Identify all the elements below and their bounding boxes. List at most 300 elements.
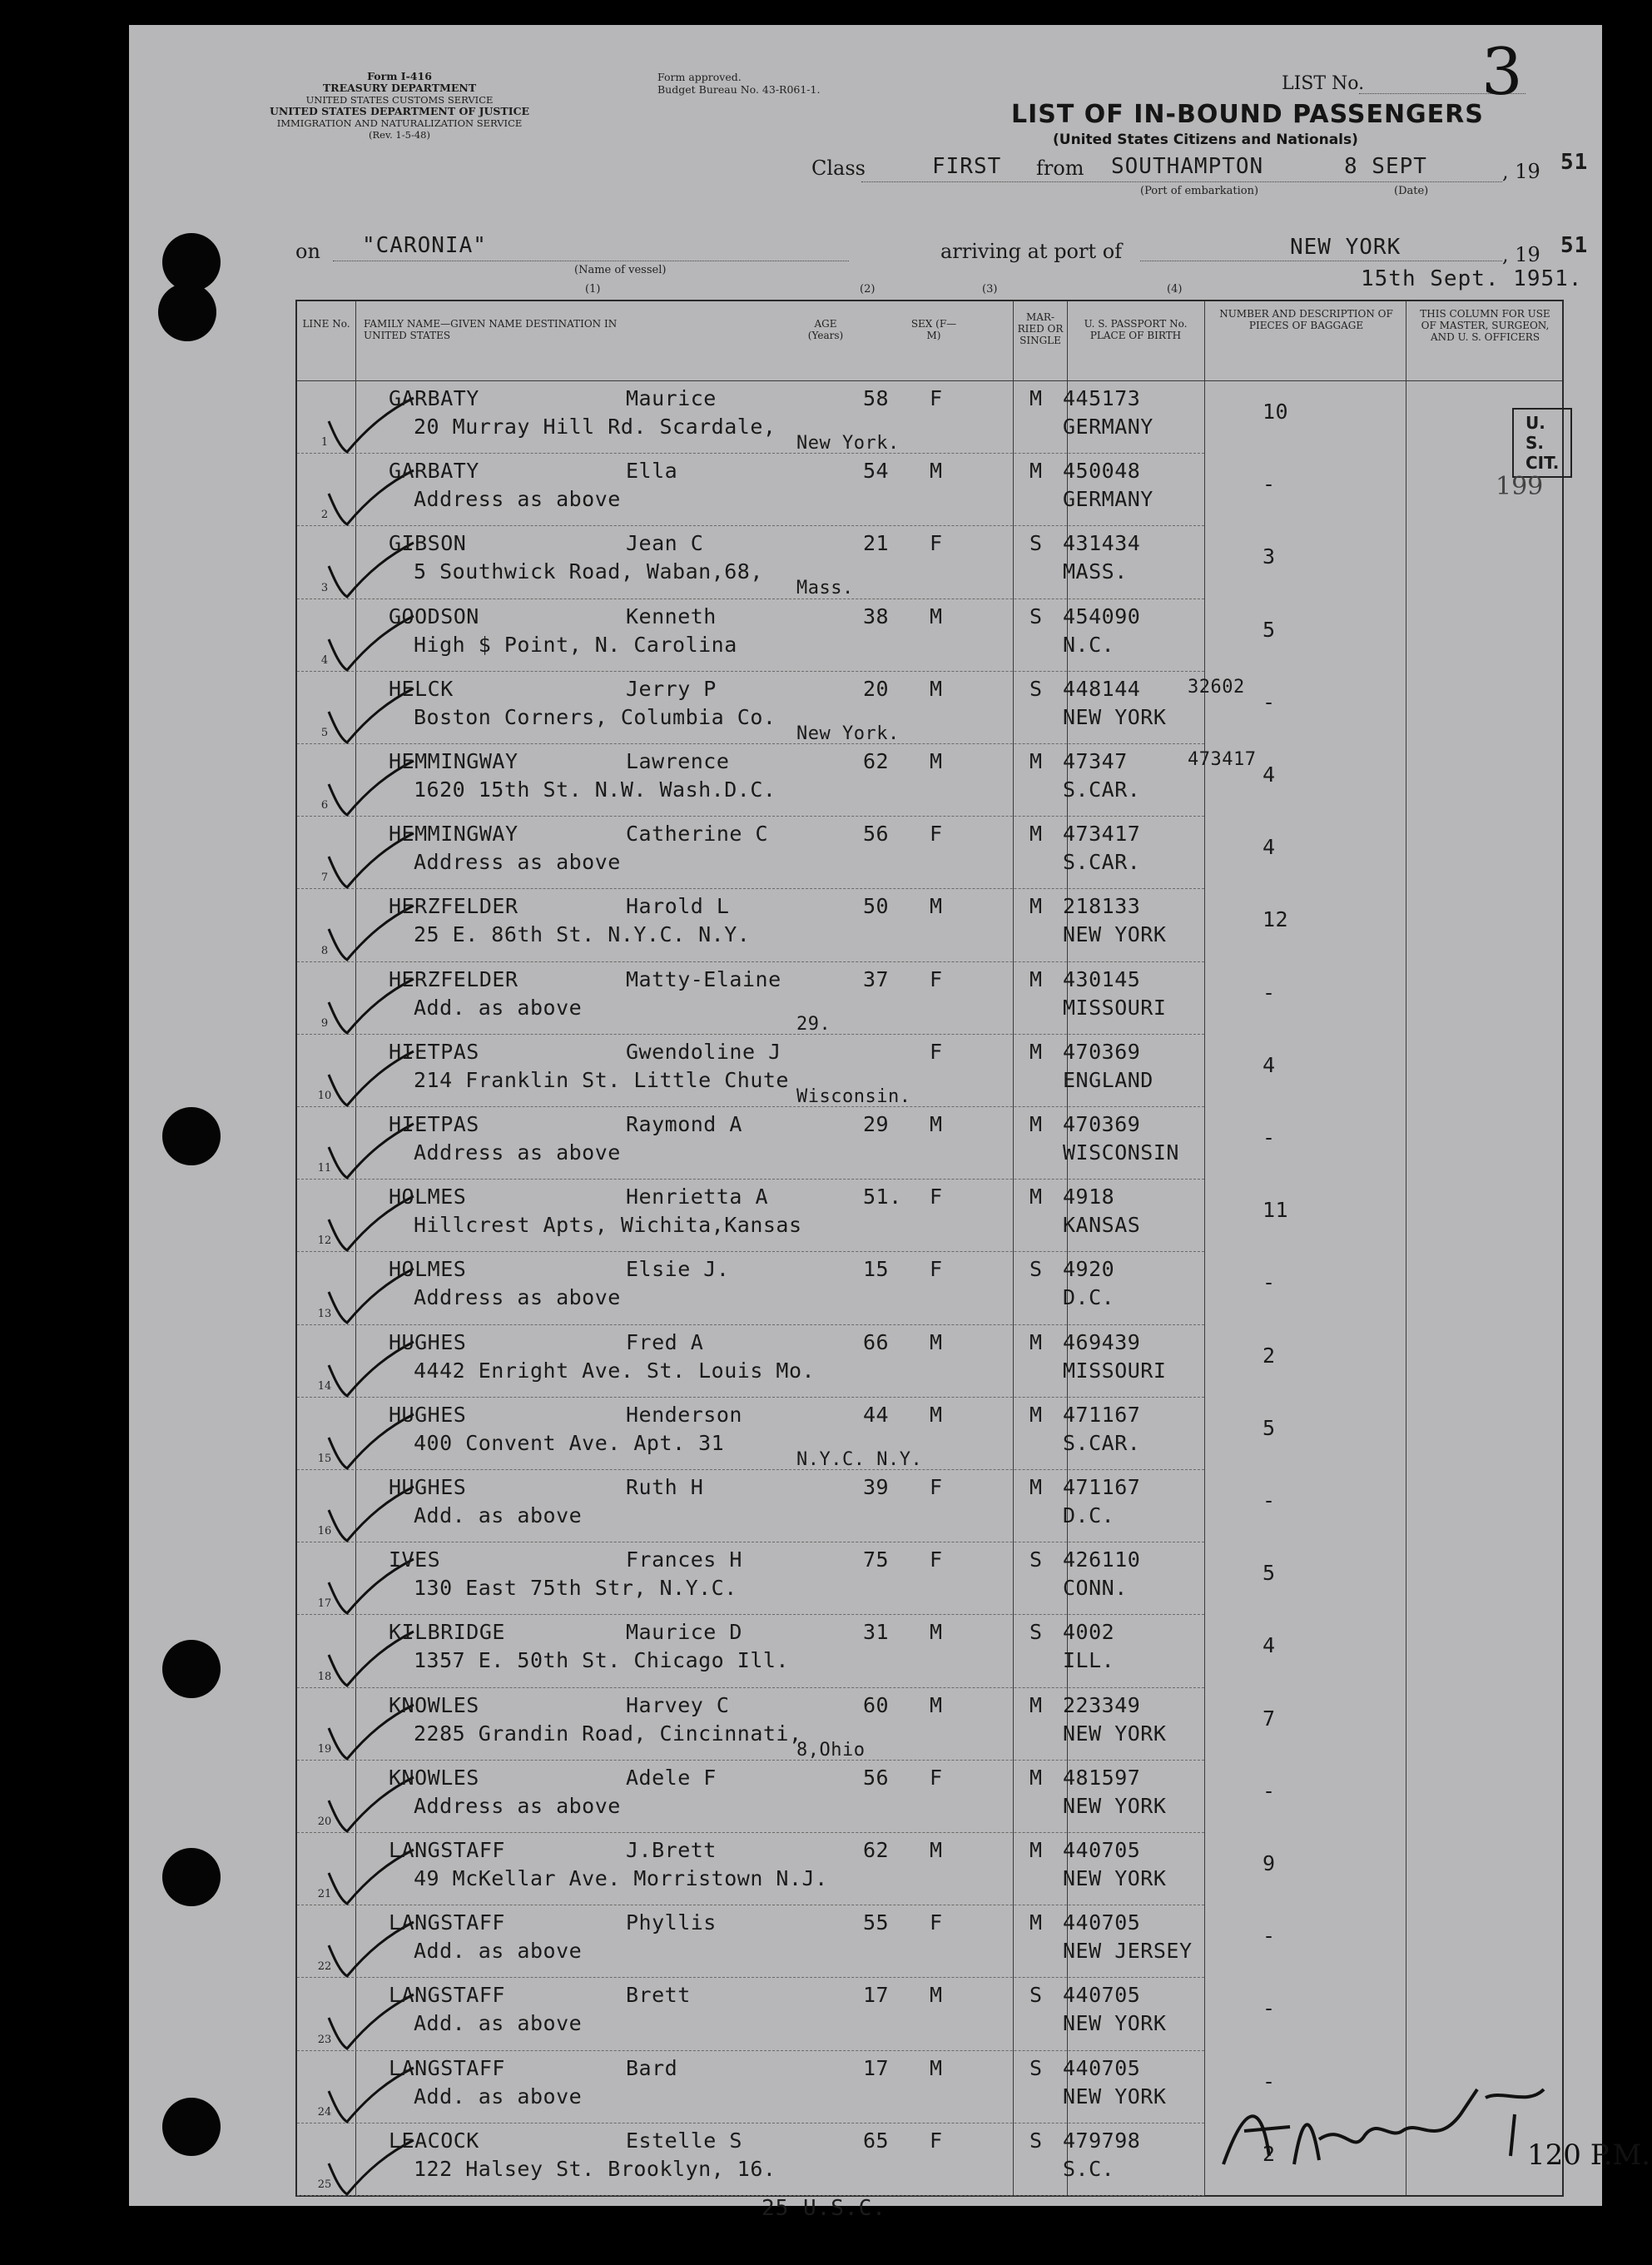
col-head-baggage: NUMBER AND DESCRIPTION OF PIECES OF BAGGAGE: [1219, 308, 1393, 331]
marital-status: M: [1029, 822, 1043, 847]
given-name: Catherine C: [626, 822, 769, 847]
marital-status: M: [1029, 749, 1043, 773]
form-approval: [657, 71, 820, 96]
binder-hole: [162, 1848, 221, 1906]
revision-label: (Rev. 1-5-48): [369, 129, 430, 141]
age-value: 39: [863, 1475, 890, 1499]
given-name: Maurice: [626, 386, 717, 410]
baggage-count: 4: [1263, 835, 1276, 860]
class-line: [861, 181, 1502, 182]
line-number: 2: [320, 509, 329, 522]
family-name: HERZFELDER: [389, 894, 518, 919]
destination-address: 4442 Enright Ave. St. Louis Mo.: [414, 1358, 816, 1383]
line-number: 1: [320, 436, 329, 450]
table-row: [297, 1905, 1562, 1978]
line-number: 21: [317, 1888, 332, 1901]
destination-address: Address as above: [414, 850, 621, 875]
marital-status: M: [1029, 1910, 1043, 1935]
page-title: LIST OF IN-BOUND PASSENGERS: [1011, 100, 1484, 129]
port-embark-caption: (Port of embarkation): [1140, 185, 1259, 197]
table-row: [297, 1761, 1562, 1833]
line-number: 9: [320, 1016, 329, 1030]
passport-number: 479798: [1063, 2128, 1141, 2153]
destination-address-2: New York.: [796, 433, 900, 454]
line-number: 18: [317, 1670, 332, 1683]
col-number-2: (2): [860, 283, 876, 296]
table-row: [297, 1398, 1562, 1470]
family-name: HUGHES: [389, 1402, 467, 1427]
family-name: HERZFELDER: [389, 966, 518, 991]
place-of-birth: GERMANY: [1063, 415, 1153, 439]
marital-status: M: [1029, 1838, 1043, 1862]
family-name: HUGHES: [389, 1329, 467, 1354]
col-head-name: FAMILY NAME—GIVEN NAME DESTINATION IN UNITED STATES: [364, 318, 618, 341]
age-value: 29: [863, 1112, 890, 1136]
baggage-count: 12: [1263, 907, 1289, 932]
passport-number: 430145: [1063, 966, 1141, 991]
col-head-line: LINE No.: [302, 318, 350, 330]
place-of-birth: S.C.: [1063, 2156, 1115, 2181]
sex-value: M: [930, 1838, 943, 1862]
line-number: 5: [320, 726, 329, 739]
year-1: 51: [1560, 150, 1589, 175]
total-count: 25 U.S.C.: [762, 2196, 886, 2221]
age-value: 17: [863, 1983, 890, 2008]
ins-label: IMMIGRATION AND NATURALIZATION SERVICE: [276, 117, 523, 129]
place-of-birth: NEW YORK: [1063, 922, 1167, 947]
destination-address: Hillcrest Apts, Wichita,Kansas: [414, 1213, 802, 1238]
baggage-count: -: [1263, 472, 1276, 497]
table-row: [297, 1833, 1562, 1905]
col-number-1: (1): [585, 283, 601, 296]
place-of-birth: KANSAS: [1063, 1213, 1141, 1238]
baggage-count: -: [1263, 2069, 1276, 2094]
table-row: [297, 599, 1562, 672]
given-name: Raymond A: [626, 1112, 742, 1136]
baggage-count: 7: [1263, 1706, 1276, 1731]
col-head-officers: THIS COLUMN FOR USE OF MASTER, SURGEON, AND U. S. OFFICERS: [1420, 308, 1550, 343]
line-number: 22: [317, 1960, 332, 1974]
bureau-label: Budget Bureau No. 43-R061-1.: [657, 83, 821, 96]
destination-address: 214 Franklin St. Little Chute: [414, 1067, 789, 1092]
sex-value: F: [930, 386, 943, 410]
line-number: 19: [317, 1742, 332, 1756]
class-value: FIRST: [932, 154, 1002, 179]
passport-number: 4002: [1063, 1620, 1115, 1645]
family-name: LANGSTAFF: [389, 1983, 505, 2008]
year-prefix-1: , 19: [1502, 160, 1540, 183]
given-name: Lawrence: [626, 749, 730, 773]
destination-address-2: 29.: [796, 1013, 831, 1035]
age-value: 17: [863, 2055, 890, 2080]
passport-number: 481597: [1063, 1765, 1141, 1790]
place-of-birth: NEW YORK: [1063, 704, 1167, 729]
age-value: 44: [863, 1402, 890, 1427]
age-value: 38: [863, 604, 890, 628]
marital-status: S: [1029, 531, 1043, 556]
passport-note: 32602: [1188, 676, 1245, 698]
sex-value: F: [930, 1910, 943, 1935]
line-number: 23: [317, 2033, 332, 2046]
sex-value: F: [930, 531, 943, 556]
sex-value: M: [930, 1112, 943, 1136]
line-number: 16: [317, 1525, 332, 1538]
baggage-count: -: [1263, 980, 1276, 1005]
line-number: 8: [320, 944, 329, 957]
class-label: Class: [811, 156, 866, 180]
marital-status: S: [1029, 2128, 1043, 2153]
destination-address: Boston Corners, Columbia Co.: [414, 704, 776, 729]
age-value: 56: [863, 1765, 890, 1790]
given-name: Frances H: [626, 1547, 742, 1572]
destination-address-2: N.Y.C. N.Y.: [796, 1448, 923, 1470]
table-row: [297, 1688, 1562, 1761]
line-number: 13: [317, 1307, 332, 1320]
baggage-count: 5: [1263, 1415, 1276, 1440]
given-name: Harvey C: [626, 1692, 730, 1717]
line-number: 6: [320, 799, 329, 812]
given-name: Maurice D: [626, 1620, 742, 1645]
family-name: KNOWLES: [389, 1765, 479, 1790]
passport-number: 473417: [1063, 822, 1141, 847]
place-of-birth: WISCONSIN: [1063, 1140, 1179, 1165]
destination-address: Add. as above: [414, 1939, 583, 1964]
place-of-birth: D.C.: [1063, 1503, 1115, 1527]
family-name: HEMMINGWAY: [389, 822, 518, 847]
destination-address: Add. as above: [414, 2084, 583, 2109]
us-citizen-stamp: U. S. CIT.: [1512, 408, 1572, 478]
place-of-birth: ENGLAND: [1063, 1067, 1153, 1092]
table-row: [297, 381, 1562, 454]
date-caption: (Date): [1394, 185, 1429, 197]
justice-label: UNITED STATES DEPARTMENT OF JUSTICE: [269, 105, 530, 117]
sex-value: M: [930, 1620, 943, 1645]
sex-value: M: [930, 604, 943, 628]
passport-number: 445173: [1063, 386, 1141, 410]
binder-hole: [162, 1107, 221, 1165]
given-name: Adele F: [626, 1765, 717, 1790]
age-value: 66: [863, 1329, 890, 1354]
year-2: 51: [1560, 233, 1589, 258]
family-name: HIETPAS: [389, 1112, 479, 1136]
destination-address-2: Mass.: [796, 578, 854, 599]
passport-number: 440705: [1063, 1910, 1141, 1935]
passport-number: 470369: [1063, 1039, 1141, 1064]
passport-number: 469439: [1063, 1329, 1141, 1354]
baggage-count: 5: [1263, 1561, 1276, 1586]
officer-signature: [1211, 2039, 1651, 2206]
age-value: 62: [863, 749, 890, 773]
col-head-married: MAR-RIED OR SINGLE: [1017, 311, 1064, 346]
table-row: [297, 1542, 1562, 1615]
arrival-date: 15th Sept. 1951.: [1361, 266, 1583, 291]
col-number-4: (4): [1167, 283, 1183, 296]
age-value: 56: [863, 822, 890, 847]
destination-address: 1357 E. 50th St. Chicago Ill.: [414, 1648, 789, 1673]
age-value: 20: [863, 676, 890, 701]
destination-address: 20 Murray Hill Rd. Scardale,: [414, 415, 776, 439]
table-row: [297, 1325, 1562, 1398]
given-name: Ella: [626, 459, 678, 484]
binder-hole: [162, 1640, 221, 1698]
form-agency-block: [262, 71, 537, 141]
passport-number: 440705: [1063, 1983, 1141, 2008]
marital-status: M: [1029, 966, 1043, 991]
col-number-3: (3): [982, 283, 998, 296]
given-name: Gwendoline J: [626, 1039, 781, 1064]
age-value: 58: [863, 386, 890, 410]
family-name: HOLMES: [389, 1257, 467, 1282]
embark-date: 8 SEPT: [1344, 154, 1427, 179]
baggage-count: 4: [1263, 1052, 1276, 1077]
place-of-birth: CONN.: [1063, 1576, 1128, 1601]
baggage-count: 10: [1263, 400, 1289, 424]
place-of-birth: NEW YORK: [1063, 1793, 1167, 1818]
given-name: Kenneth: [626, 604, 717, 628]
destination-address: Address as above: [414, 1793, 621, 1818]
family-name: HOLMES: [389, 1185, 467, 1209]
marital-status: M: [1029, 1112, 1043, 1136]
marital-status: M: [1029, 894, 1043, 919]
baggage-count: -: [1263, 1488, 1276, 1512]
family-name: HEMMINGWAY: [389, 749, 518, 773]
age-value: 54: [863, 459, 890, 484]
passport-number: 450048: [1063, 459, 1141, 484]
sex-value: F: [930, 1765, 943, 1790]
marital-status: S: [1029, 604, 1043, 628]
destination-address: 25 E. 86th St. N.Y.C. N.Y.: [414, 922, 751, 947]
table-row: [297, 1615, 1562, 1687]
binder-hole: [162, 2098, 221, 2156]
sex-value: M: [930, 1983, 943, 2008]
place-of-birth: MISSOURI: [1063, 1358, 1167, 1383]
port-embarkation: SOUTHAMPTON: [1111, 154, 1264, 179]
age-value: 31: [863, 1620, 890, 1645]
sex-value: F: [930, 1547, 943, 1572]
table-row: [297, 1252, 1562, 1324]
given-name: Brett: [626, 1983, 691, 2008]
col-head-sex: SEX (F—M): [910, 318, 957, 341]
given-name: Henderson: [626, 1402, 742, 1427]
marital-status: M: [1029, 1185, 1043, 1209]
family-name: LANGSTAFF: [389, 1910, 505, 1935]
age-value: 15: [863, 1257, 890, 1282]
arrival-port: NEW YORK: [1290, 235, 1401, 260]
sex-value: F: [930, 1475, 943, 1499]
given-name: Jerry P: [626, 676, 717, 701]
sex-value: M: [930, 2055, 943, 2080]
approved-label: Form approved.: [657, 71, 742, 83]
table-row: [297, 672, 1562, 744]
vessel-name: "CARONIA": [362, 233, 487, 258]
family-name: GARBATY: [389, 459, 479, 484]
place-of-birth: S.CAR.: [1063, 777, 1141, 802]
given-name: Elsie J.: [626, 1257, 730, 1282]
document-page: [129, 25, 1651, 2221]
line-number: 14: [317, 1379, 332, 1393]
marital-status: S: [1029, 1620, 1043, 1645]
age-value: 65: [863, 2128, 890, 2153]
marital-status: M: [1029, 1692, 1043, 1717]
marital-status: M: [1029, 1329, 1043, 1354]
family-name: LANGSTAFF: [389, 1838, 505, 1862]
table-row: [297, 962, 1562, 1035]
passport-number: 218133: [1063, 894, 1141, 919]
given-name: Matty-Elaine: [626, 966, 781, 991]
row-divider: [297, 2195, 1204, 2196]
given-name: Henrietta A: [626, 1185, 769, 1209]
baggage-count: 4: [1263, 1633, 1276, 1658]
family-name: LANGSTAFF: [389, 2055, 505, 2080]
marital-status: M: [1029, 1765, 1043, 1790]
destination-address: 5 Southwick Road, Waban,68,: [414, 559, 763, 584]
sex-value: F: [930, 966, 943, 991]
destination-address: Add. as above: [414, 2011, 583, 2036]
family-name: LEACOCK: [389, 2128, 479, 2153]
line-number: 3: [320, 581, 329, 594]
line-number: 15: [317, 1452, 332, 1465]
destination-address: 400 Convent Ave. Apt. 31: [414, 1430, 725, 1455]
table-row: [297, 817, 1562, 889]
page-subtitle: (United States Citizens and Nationals): [1053, 132, 1358, 148]
destination-address: Address as above: [414, 1285, 621, 1310]
marital-status: M: [1029, 1039, 1043, 1064]
baggage-count: 11: [1263, 1198, 1289, 1223]
destination-address: Add. as above: [414, 995, 583, 1020]
family-name: KILBRIDGE: [389, 1620, 505, 1645]
list-no-label: LIST No.: [1282, 73, 1365, 94]
table-row: [297, 1107, 1562, 1180]
baggage-count: -: [1263, 1270, 1276, 1295]
baggage-count: 9: [1263, 1851, 1276, 1875]
arriving-label: arriving at port of: [940, 240, 1123, 263]
marital-status: M: [1029, 1402, 1043, 1427]
place-of-birth: NEW YORK: [1063, 1866, 1167, 1890]
passport-number: 454090: [1063, 604, 1141, 628]
sex-value: M: [930, 1329, 943, 1354]
table-row: [297, 1180, 1562, 1252]
marital-status: M: [1029, 1475, 1043, 1499]
family-name: HUGHES: [389, 1475, 467, 1499]
passenger-table: [295, 300, 1564, 2197]
family-name: GOODSON: [389, 604, 479, 628]
sex-value: F: [930, 1257, 943, 1282]
given-name: Estelle S: [626, 2128, 742, 2153]
sex-value: M: [930, 1402, 943, 1427]
family-name: IVES: [389, 1547, 441, 1572]
destination-address: 49 McKellar Ave. Morristown N.J.: [414, 1866, 828, 1890]
age-value: 62: [863, 1838, 890, 1862]
destination-address-2: New York.: [796, 723, 900, 744]
marital-status: S: [1029, 2055, 1043, 2080]
passport-number: 448144: [1063, 676, 1141, 701]
passport-number: 223349: [1063, 1692, 1141, 1717]
sex-value: M: [930, 749, 943, 773]
place-of-birth: S.CAR.: [1063, 850, 1141, 875]
passport-number: 47347: [1063, 749, 1128, 773]
signature-note: 120 P.M.: [1527, 2138, 1651, 2172]
sex-value: F: [930, 1185, 943, 1209]
table-row: [297, 1035, 1562, 1107]
baggage-count: 4: [1263, 762, 1276, 787]
line-number: 24: [317, 2105, 332, 2118]
family-name: GARBATY: [389, 386, 479, 410]
line-number: 25: [317, 2178, 332, 2191]
given-name: Fred A: [626, 1329, 704, 1354]
sex-value: F: [930, 2128, 943, 2153]
line-number: 17: [317, 1597, 332, 1611]
passport-number: 440705: [1063, 2055, 1141, 2080]
place-of-birth: S.CAR.: [1063, 1430, 1141, 1455]
list-number: 3: [1481, 35, 1523, 110]
marital-status: S: [1029, 1257, 1043, 1282]
year-prefix-2: , 19: [1502, 243, 1540, 266]
stamp-number: 199: [1496, 472, 1544, 501]
family-name: HELCK: [389, 676, 454, 701]
baggage-count: 5: [1263, 617, 1276, 642]
destination-address-2: 8,Ohio: [796, 1739, 866, 1761]
line-number: 4: [320, 653, 329, 667]
form-number: Form I-416: [367, 70, 432, 82]
sex-value: M: [930, 676, 943, 701]
family-name: HIETPAS: [389, 1039, 479, 1064]
passport-number: 440705: [1063, 1838, 1141, 1862]
col-head-passport: U. S. PASSPORT No. PLACE OF BIRTH: [1084, 318, 1188, 341]
baggage-count: -: [1263, 1778, 1276, 1803]
place-of-birth: NEW JERSEY: [1063, 1939, 1193, 1964]
baggage-count: 2: [1263, 1343, 1276, 1368]
place-of-birth: NEW YORK: [1063, 2011, 1167, 2036]
passport-number: 426110: [1063, 1547, 1141, 1572]
baggage-count: -: [1263, 1924, 1276, 1949]
vessel-caption: (Name of vessel): [574, 264, 667, 276]
age-value: 21: [863, 531, 890, 556]
sex-value: M: [930, 894, 943, 919]
table-row: [297, 454, 1562, 526]
baggage-count: -: [1263, 1125, 1276, 1150]
age-value: 55: [863, 1910, 890, 1935]
family-name: GIBSON: [389, 531, 467, 556]
destination-address: 2285 Grandin Road, Cincinnati,: [414, 1721, 802, 1746]
passport-number: 471167: [1063, 1475, 1141, 1499]
place-of-birth: D.C.: [1063, 1285, 1115, 1310]
baggage-count: -: [1263, 689, 1276, 714]
given-name: Jean C: [626, 531, 704, 556]
passport-number: 431434: [1063, 531, 1141, 556]
marital-status: M: [1029, 459, 1043, 484]
given-name: J.Brett: [626, 1838, 717, 1862]
destination-address: Add. as above: [414, 1503, 583, 1527]
passport-number: 4920: [1063, 1257, 1115, 1282]
line-number: 11: [317, 1162, 332, 1175]
baggage-count: 3: [1263, 544, 1276, 569]
given-name: Harold L: [626, 894, 730, 919]
place-of-birth: MISSOURI: [1063, 995, 1167, 1020]
sex-value: M: [930, 1692, 943, 1717]
passport-note: 473417: [1188, 749, 1257, 770]
line-number: 12: [317, 1234, 332, 1248]
binder-hole: [158, 283, 216, 341]
marital-status: S: [1029, 1547, 1043, 1572]
destination-address: 1620 15th St. N.W. Wash.D.C.: [414, 777, 776, 802]
destination-address: High $ Point, N. Carolina: [414, 632, 737, 657]
passport-number: 4918: [1063, 1185, 1115, 1209]
destination-address: 122 Halsey St. Brooklyn, 16.: [414, 2156, 776, 2181]
place-of-birth: MASS.: [1063, 559, 1128, 584]
place-of-birth: N.C.: [1063, 632, 1115, 657]
sex-value: F: [930, 822, 943, 847]
passport-number: 471167: [1063, 1402, 1141, 1427]
